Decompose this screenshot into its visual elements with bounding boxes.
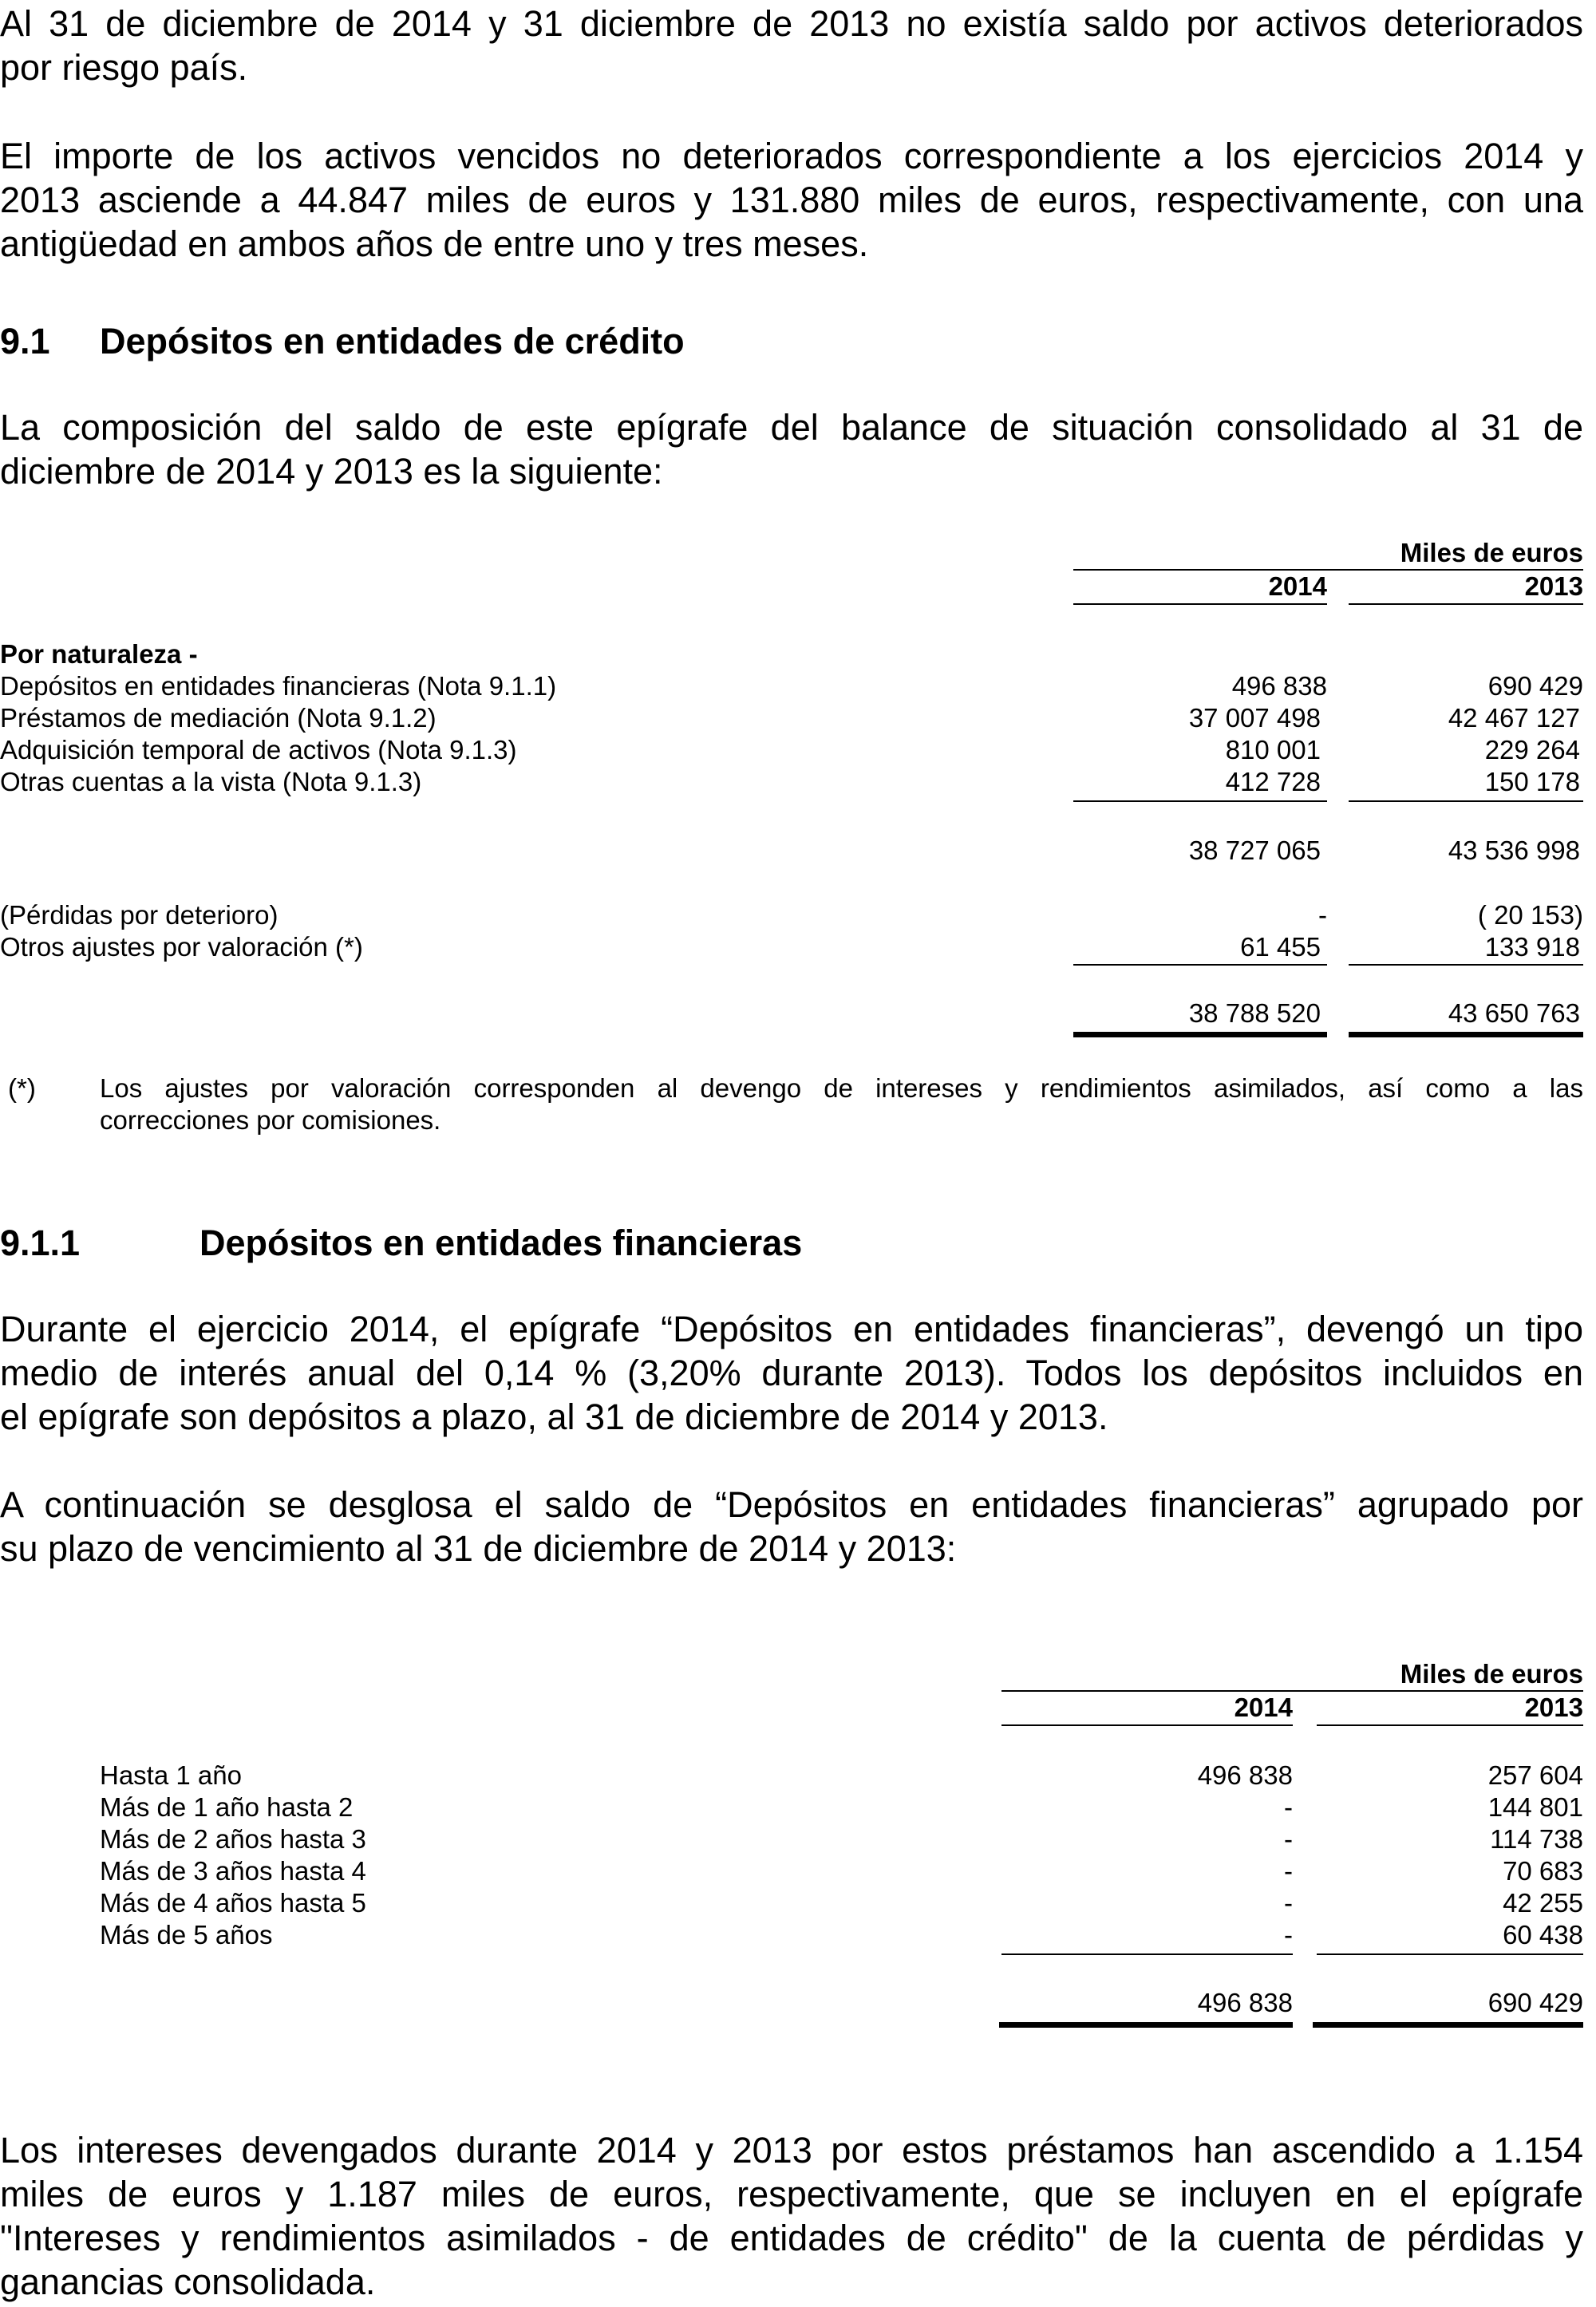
value-2013: 42 255 [1503, 1888, 1583, 1918]
text-line: La composición del saldo de este epígrafe del balance de situación consolidado al 31 de [0, 407, 1583, 448]
text-line: su plazo de vencimiento al 31 de diciembre de 2014 y 2013: [0, 1528, 957, 1569]
value-2014: - [1284, 1792, 1293, 1822]
column-header-2014: 2014 [1268, 571, 1327, 601]
value-2013: 229 264 [1484, 735, 1580, 764]
value-2014: - [1284, 1856, 1293, 1886]
section-title: Depósitos en entidades financieras [200, 1223, 803, 1263]
text-line: Los intereses devengados durante 2014 y 2013 por estos préstamos han ascendido a 1.154 [0, 2130, 1583, 2171]
subtotal-2013: 43 536 998 [1448, 835, 1580, 865]
text-line: 2013 asciende a 44.847 miles de euros y 131.880 miles de euros, respectivamente, con una [0, 180, 1583, 220]
value-2014: 61 455 [1240, 932, 1321, 962]
row-label: Depósitos en entidades financieras (Nota 9.1.1) [0, 671, 557, 701]
value-2013: 60 438 [1503, 1920, 1583, 1949]
value-2014: 412 728 [1225, 767, 1321, 796]
section-number: 9.1 [0, 321, 50, 361]
value-2014: 37 007 498 [1188, 703, 1321, 733]
column-header-2013: 2013 [1524, 1693, 1583, 1722]
row-label: Otros ajustes por valoración (*) [0, 932, 363, 962]
table-row [0, 1791, 1596, 1823]
paragraph-accrued-interest [0, 2128, 1583, 2304]
column-rule-2014 [1001, 1724, 1293, 1726]
total-double-rule-2013 [1313, 2022, 1583, 2028]
row-label: Préstamos de mediación (Nota 9.1.2) [0, 703, 437, 733]
value-2013: 690 429 [1487, 671, 1583, 701]
row-label: Hasta 1 año [100, 1760, 242, 1790]
column-header-2013: 2013 [1524, 571, 1583, 601]
table-unit-header: Miles de euros [1400, 1659, 1583, 1689]
table-unit-header: Miles de euros [1400, 538, 1583, 567]
column-rule-2014 [1001, 1953, 1293, 1955]
total-2014: 38 788 520 [1188, 998, 1321, 1028]
text-line: medio de interés anual del 0,14 % (3,20% durante 2013). Todos los depósitos incluidos en [0, 1353, 1583, 1393]
value-2014: 810 001 [1225, 735, 1321, 764]
row-label: Más de 4 años hasta 5 [100, 1888, 366, 1918]
text-line: El importe de los activos vencidos no deteriorados correspondiente a los ejercicios 2014 y [0, 136, 1583, 176]
value-2014: - [1284, 1824, 1293, 1854]
text-line: diciembre de 2014 y 2013 es la siguiente: [0, 451, 663, 492]
text-line: Durante el ejercicio 2014, el epígrafe “Depósitos en entidades financieras”, devengó un tipo [0, 1309, 1583, 1349]
text-line: miles de euros y 1.187 miles de euros, respectivamente, que se incluyen en el epígrafe [0, 2174, 1583, 2214]
column-header-2014: 2014 [1234, 1693, 1293, 1722]
subtotal-2014: 38 727 065 [1188, 835, 1321, 865]
text-line: "Intereses y rendimientos asimilados - de entidades de crédito" de la cuenta de pérdidas y [0, 2218, 1583, 2258]
column-rule-2013 [1317, 1724, 1583, 1726]
total-2013: 690 429 [1487, 1988, 1583, 2017]
row-label: Más de 1 año hasta 2 [100, 1792, 354, 1822]
value-2013: 114 738 [1490, 1824, 1583, 1854]
text-line: A continuación se desglosa el saldo de “Depósitos en entidades financieras” agrupado por [0, 1484, 1583, 1525]
table-row [0, 1823, 1596, 1855]
row-label: Adquisición temporal de activos (Nota 9.1.3) [0, 735, 517, 764]
value-2013: 150 178 [1484, 767, 1580, 796]
column-rule-2013 [1317, 1953, 1583, 1955]
footnote-mark: (*) [8, 1073, 36, 1103]
table-row [0, 1919, 1596, 1951]
text-line: el epígrafe son depósitos a plazo, al 31 de diciembre de 2014 y 2013. [0, 1396, 1108, 1437]
value-2014: - [1318, 900, 1327, 930]
text-line: ganancias consolidada. [0, 2262, 376, 2302]
value-2013: 42 467 127 [1448, 703, 1580, 733]
text-line: por riesgo país. [0, 47, 248, 88]
value-2013: ( 20 153) [1477, 900, 1583, 930]
group-label: Por naturaleza - [0, 639, 198, 669]
value-2013: 257 604 [1487, 1760, 1583, 1790]
row-label: Más de 2 años hasta 3 [100, 1824, 366, 1854]
section-title: Depósitos en entidades de crédito [100, 321, 685, 361]
value-2013: 70 683 [1503, 1856, 1583, 1886]
row-label: Más de 5 años [100, 1920, 273, 1949]
table-row [0, 1855, 1596, 1887]
total-2014: 496 838 [1197, 1988, 1293, 2017]
value-2013: 144 801 [1487, 1792, 1583, 1822]
value-2014: 496 838 [1231, 671, 1327, 701]
value-2013: 133 918 [1484, 932, 1580, 962]
value-2014: - [1284, 1920, 1293, 1949]
section-number: 9.1.1 [0, 1223, 81, 1263]
row-label: (Pérdidas por deterioro) [0, 900, 279, 930]
footnote-line: correcciones por comisiones. [100, 1105, 441, 1135]
total-2013: 43 650 763 [1448, 998, 1580, 1028]
row-label: Otras cuentas a la vista (Nota 9.1.3) [0, 767, 422, 796]
table-row [0, 1887, 1596, 1919]
total-double-rule-2014 [999, 2022, 1293, 2028]
text-line: Al 31 de diciembre de 2014 y 31 diciembre de 2013 no existía saldo por activos deteriorados [0, 3, 1583, 44]
row-label: Más de 3 años hasta 4 [100, 1856, 366, 1886]
table-row [0, 1760, 1596, 1791]
total-row [0, 1987, 1596, 2019]
value-2014: - [1284, 1888, 1293, 1918]
footnote-line: Los ajustes por valoración corresponden al devengo de intereses y rendimientos asimilados, así como a las [100, 1073, 1583, 1103]
value-2014: 496 838 [1197, 1760, 1293, 1790]
text-line: antigüedad en ambos años de entre uno y tres meses. [0, 223, 869, 264]
